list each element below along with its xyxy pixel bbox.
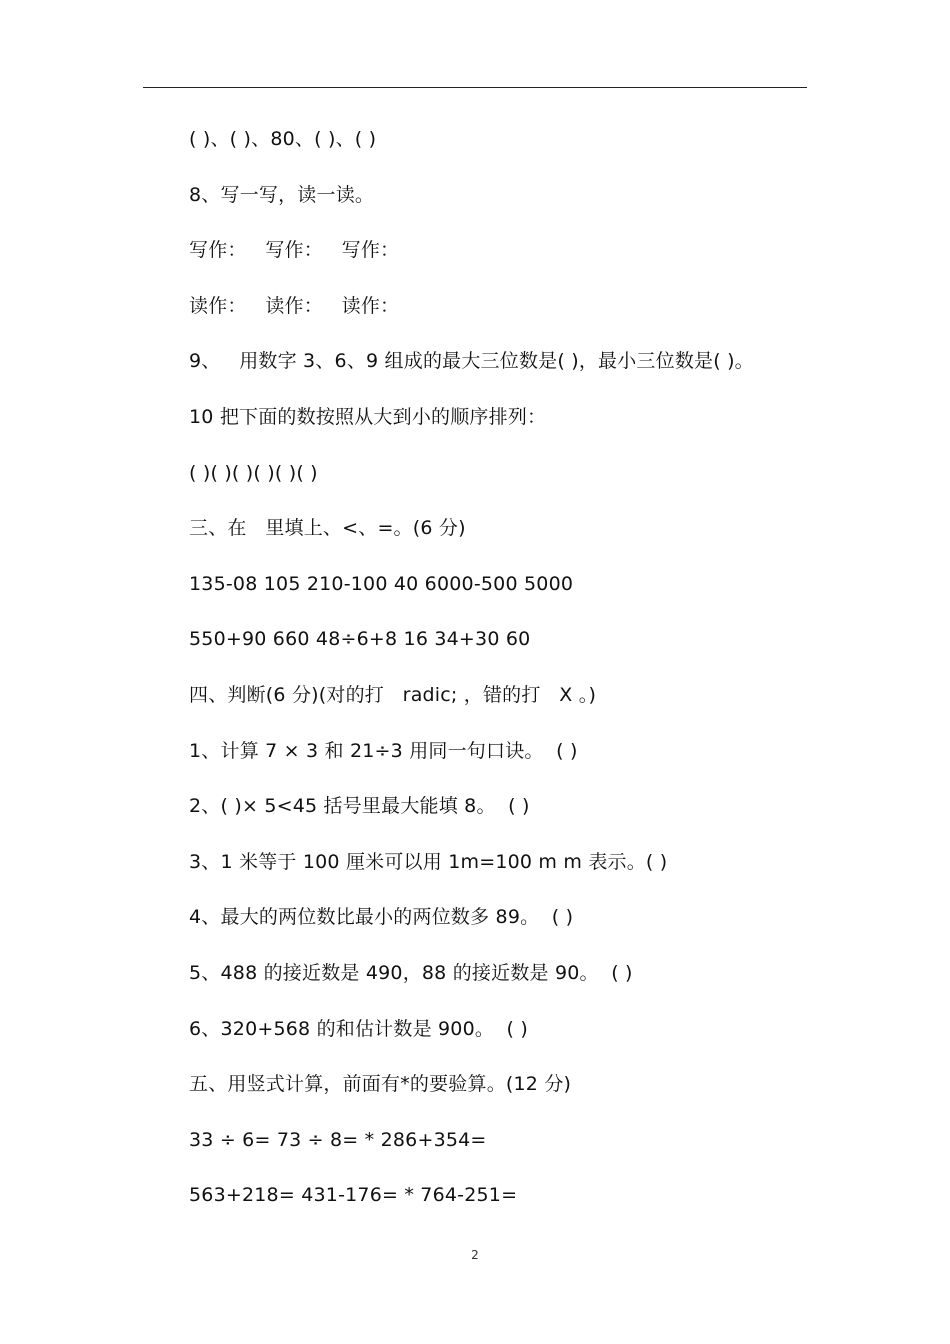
section-4-heading: 四、判断(6 分)(对的打 radic; ，错的打 X 。) (189, 683, 597, 706)
document-body (189, 123, 829, 1235)
question-10: 10 把下面的数按照从大到小的顺序排列： (189, 405, 547, 428)
blank-sequence-line: ( )、( )、80、( )、( ) (189, 128, 377, 150)
page-number: 2 (471, 1248, 479, 1262)
header-rule (143, 87, 807, 88)
write-line: 写作： 写作： 写作： (189, 239, 400, 262)
calculation-row-1: 33 ÷ 6= 73 ÷ 8= * 286+354= (189, 1128, 487, 1151)
judgement-item-6: 6、320+568 的和估计数是 900。 ( ) (189, 1017, 529, 1040)
read-line: 读作： 读作： 读作： (189, 294, 400, 317)
calculation-row-2: 563+218= 431-176= * 764-251= (189, 1184, 518, 1207)
judgement-item-4: 4、最大的两位数比最小的两位数多 89。 ( ) (189, 906, 574, 929)
judgement-item-2: 2、( )× 5<45 括号里最大能填 8。 ( ) (189, 795, 530, 818)
section-3-heading: 三、在 里填上、<、=。(6 分) (189, 517, 466, 540)
judgement-item-3: 3、1 米等于 100 厘米可以用 1m=100 m m 表示。( ) (189, 850, 668, 873)
ordering-blanks: ( )( )( )( )( )( ) (189, 461, 318, 484)
question-9: 9、 用数字 3、6、9 组成的最大三位数是( )，最小三位数是( )。 (189, 350, 754, 373)
comparison-row-2: 550+90 660 48÷6+8 16 34+30 60 (189, 628, 531, 651)
comparison-row-1: 135-08 105 210-100 40 6000-500 5000 (189, 572, 574, 595)
judgement-item-5: 5、488 的接近数是 490，88 的接近数是 90。 ( ) (189, 961, 633, 984)
section-5-heading: 五、用竖式计算，前面有*的要验算。(12 分) (189, 1073, 572, 1096)
judgement-item-1: 1、计算 7 × 3 和 21÷3 用同一句口诀。 ( ) (189, 739, 578, 762)
question-8-heading: 8、写一写，读一读。 (189, 183, 375, 206)
